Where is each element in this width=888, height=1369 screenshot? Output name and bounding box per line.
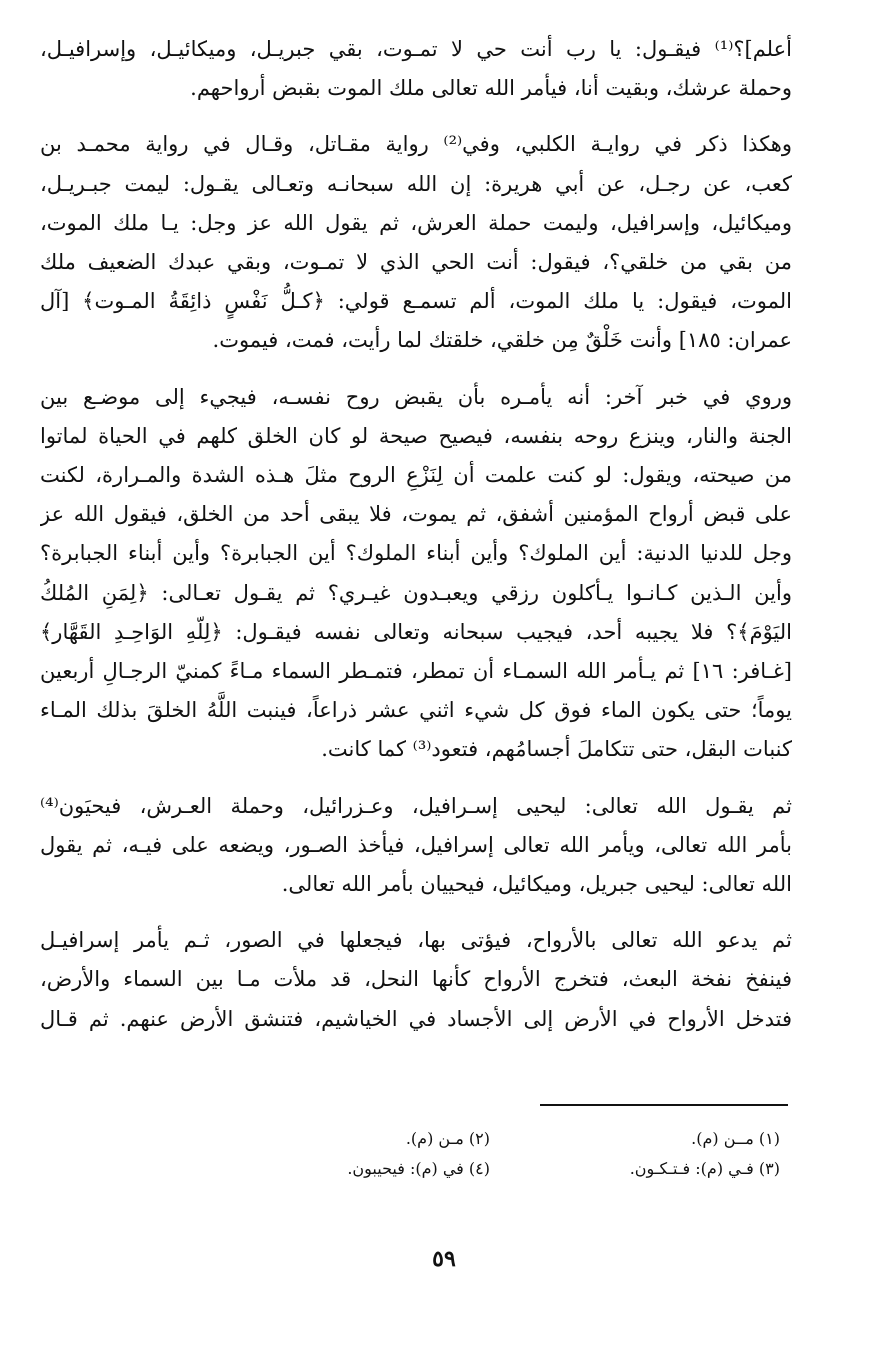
paragraph-3: [40, 378, 792, 770]
text-line: فتدخل الأرواح في الأرض إلى الأجساد في الخياشيم، فتنشق الأرض عنهم. ثم قـال: [40, 1006, 792, 1031]
text-line: وأين الـذين كـانـوا يـأكلون رزقي ويعبـدون غيـري؟ ثم يقـول تعـالى: ﴿لِمَنِ المُلكُ: [40, 580, 792, 605]
footnote-3: (٣) فـي (م): فـتـكـون.: [629, 1159, 780, 1178]
text-line: الجنة والنار، وينزع روحه بنفسه، فيصيح صيحة لو كان الخلق كلهم في الحياة لماتوا: [40, 423, 792, 448]
text-line: وحملة عرشك، وبقيت أنا، فيأمر الله تعالى ملك الموت بقبض أرواحهم.: [190, 76, 792, 101]
footnote-2: (٢) مـن (م).: [405, 1129, 490, 1148]
text-line: على قبض أرواح المؤمنين أشفق، ثم يموت، فلا يبقى أحد من الخلق، فيقول الله عز: [40, 502, 792, 527]
text-line: ثم يقـول الله تعالى: ليحيى إسـرافيل، وعـزرائيل، وحملة العـرش، فيحيَون⁽⁴⁾: [40, 793, 792, 818]
text-line: ثم يدعو الله تعالى بالأرواح، فيؤتى بها، فيجعلها في الصور، ثـم يأمر إسرافيـل: [40, 928, 792, 953]
text-line: الله تعالى: ليحيى جبريل، وميكائيل، فيحييان بأمر الله تعالى.: [281, 872, 792, 897]
footnote-4: (٤) في (م): فيحيبون.: [347, 1159, 490, 1178]
text-line: من بقي من خلقي؟، فيقول: أنت الحي الذي لا تمـوت، وبقي عبدك الضعيف ملك: [40, 250, 792, 275]
text-line: فينفخ نفخة البعث، فتخرج الأرواح كأنها النحل، قد ملأت مـا بين السماء والأرض،: [40, 967, 792, 992]
text-line: أعلم]؟⁽¹⁾ فيقـول: يا رب أنت حي لا تمـوت، بقي جبريـل، وميكائيـل، وإسرافيـل،: [40, 37, 792, 61]
text-line: من صيحته، ويقول: لو كنت علمت أن لِنَزْعِ الروح مثلَ هـذه الشدة والمـرارة، لكنت: [40, 463, 792, 488]
text-line: كعب، عن رجـل، عن أبي هريرة: إن الله سبحانـه وتعـالى يقـول: ليمت جبـريـل،: [40, 171, 792, 196]
text-line: وروي في خبر آخر: أنه يأمـره بأن يقبض روح نفسـه، فيجيء إلى موضـع بين: [40, 384, 792, 409]
text-line: وجل للدنيا الدنية: أين الملوك؟ وأين أبناء الملوك؟ أين الجبابرة؟ وأين أبناء الجبابرة؟: [40, 541, 792, 566]
paragraph-2: [40, 125, 792, 360]
paragraph-4: [40, 787, 792, 905]
text-line: عمران: ١٨٥] وأنت خَلْقٌ مِن خلقي، خلقتك لما رأيت، فمت، فيموت.: [212, 328, 792, 353]
text-line: الموت، فيقول: يا ملك الموت، ألم تسمـع قولي: ﴿كـلُّ نَفْسٍ ذائِقَةُ المـوت﴾ [آل: [40, 289, 792, 314]
page-body: [40, 30, 792, 1056]
text-line: اليَوْمَ﴾؟ فلا يجيبه أحد، فيجيب سبحانه وتعالى نفسه فيقـول: ﴿لِلّهِ الوَاحِـدِ القَهَّار﴾: [40, 619, 792, 644]
footnote-1: (١) مــن (م).: [691, 1129, 780, 1148]
paragraph-1: [40, 30, 792, 108]
text-line: وميكائيل، وإسرافيل، وليمت حملة العرش، ثم يقول الله عز وجل: يـا ملك الموت،: [40, 210, 792, 235]
text-line: كنبات البقل، حتى تتكاملَ أجسامُهم، فتعود⁽³⁾ كما كانت.: [321, 737, 792, 762]
footnote-row: [200, 1124, 780, 1154]
paragraph-5: [40, 921, 792, 1039]
text-line: يوماً؛ حتى يكون الماء فوق كل شيء اثني عشر ذراعاً، فينبت اللَّهُ الخلقَ بذلك المـاء: [40, 698, 792, 723]
footnotes: [200, 1124, 780, 1184]
footnote-separator: [540, 1104, 788, 1106]
text-line: وهكذا ذكر في روايـة الكلبي، وفي⁽²⁾ رواية مقـاتل، وقـال في رواية محمـد بن: [40, 132, 792, 157]
footnote-row: [200, 1154, 780, 1184]
text-line: [غـافر: ١٦] ثم يـأمر الله السمـاء أن تمطر، فتمـطر السماء مـاءً كمنيّ الرجـالِ أربعين: [40, 659, 792, 684]
text-line: بأمر الله تعالى، ويأمر الله تعالى إسرافيل، فيأخذ الصـور، ويضعه على فيـه، ثم يقول: [40, 832, 792, 857]
page-number: ٥٩: [432, 1246, 456, 1272]
